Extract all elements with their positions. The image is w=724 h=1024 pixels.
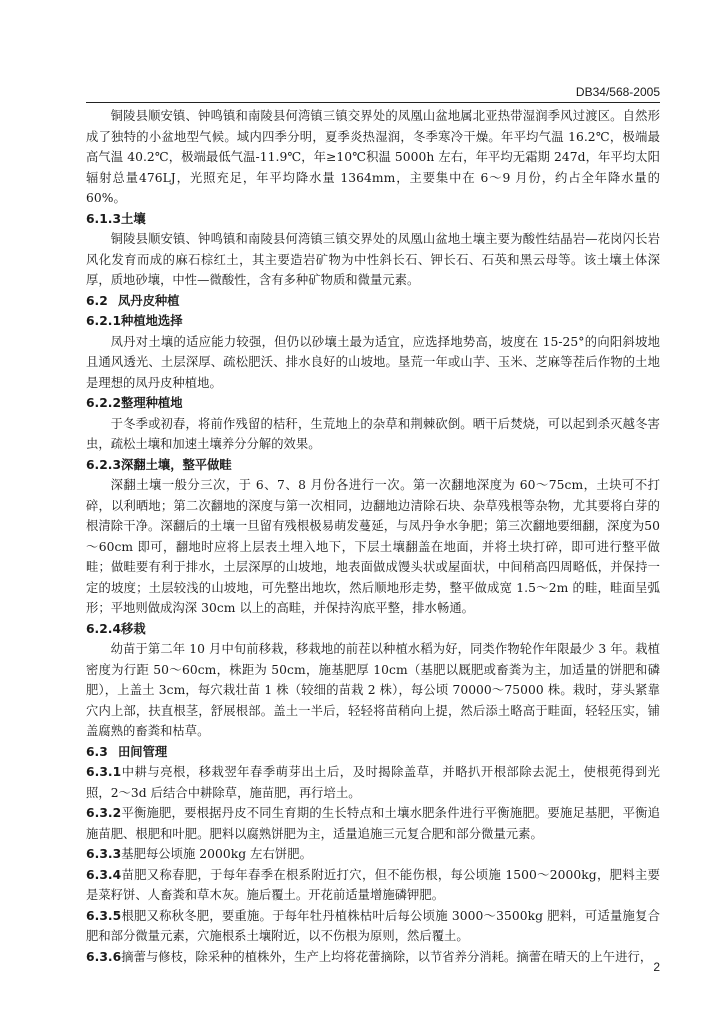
section-title: 移栽: [121, 621, 146, 636]
paragraph: 凤丹对土壤的适应能力较强，但仍以砂壤土最为适宜，应选择地势高，坡度在 15-25°的向阳斜坡地且通风透光、土层深厚、疏松肥沃、排水良好的山坡地。垦荒一年或山芋、玉米、芝麻等茬后作物的土地是理想的凤丹皮种植地。: [86, 334, 660, 390]
clause-number: 6.3.4: [86, 867, 122, 882]
numbered-clause: [86, 865, 660, 906]
section-number: 6.2.3: [86, 457, 122, 472]
paragraph: 深翻土壤一般分三次，于 6、7、8 月份各进行一次。第一次翻地深度为 60～75cm，土块可不打碎，以利晒地；第二次翻地的深度与第一次相同，边翻地边清除石块、杂草残根等杂物，尤其要将白芽的根清除干净。深翻后的土壤一旦留有残根极易萌发蔓延，与凤丹争水争肥；第三次翻地要细翻，深度为50～60cm 即可，翻地时应将上层表土埋入地下，下层土壤翻盖在地面，并将土块打碎，即可进行整平做畦；做畦要有利于排水，土层深厚的山坡地，地表面做成馒头状或屋面状，中间稍高四周略低，并保持一定的坡度；土层较浅的山坡地，可先整出地坎，然后顺地形走势，整平做成宽 1.5～2m 的畦，畦面呈弧形；平地则做成沟深 30cm 以上的高畦，并保持沟底平整，排水畅通。: [86, 478, 660, 615]
section-heading: [86, 742, 660, 763]
section-number: 6.2.1: [86, 314, 122, 328]
document-body: [86, 106, 660, 967]
section-heading: [86, 291, 660, 312]
paragraph: 铜陵县顺安镇、钟鸣镇和南陵县何湾镇三镇交界处的凤凰山盆地土壤主要为酸性结晶岩—花岗闪长岩风化发育而成的麻石棕红土，其主要造岩矿物为中性斜长石、钾长石、石英和黑云母等。该土壤土体深厚，质地砂壤，中性—微酸性，含有多种矿物质和微量元素。: [86, 232, 660, 287]
page-number: 2: [653, 960, 660, 974]
clause-number: 6.3.6: [86, 949, 122, 964]
paragraph: 于冬季或初春，将前作残留的桔秆，生荒地上的杂草和荆棘砍倒。晒干后焚烧，可以起到杀灭越冬害虫，疏松土壤和加速土壤养分分解的效果。: [86, 416, 660, 451]
section-heading: [86, 393, 660, 414]
numbered-clause: [86, 762, 660, 803]
section-heading: [86, 455, 660, 476]
section-title: 整理种植地: [121, 396, 183, 410]
section-number: 6.2: [86, 293, 108, 308]
numbered-clause: [86, 803, 660, 844]
numbered-clause: [86, 906, 660, 947]
section-title: 土壤: [121, 211, 146, 226]
section-title: 凤丹皮种植: [117, 293, 180, 308]
clause-number: 6.3.1: [86, 765, 122, 779]
header-rule: [86, 102, 660, 103]
standard-code: DB34/568-2005: [575, 85, 660, 99]
clause-text: 根肥又称秋冬肥，要重施。于每年牡丹植株枯叶后每公顷施 3000～3500kg 肥料，可适量施复合肥和部分微量元素，穴施根系土壤附近，以不伤根为原则，然后覆土。: [86, 908, 660, 943]
section-title: 田间管理: [117, 744, 168, 759]
clause-text: 平衡施肥，要根据丹皮不同生育期的生长特点和土壤水肥条件进行平衡施肥。要施足基肥，平衡追施苗肥、根肥和叶肥。肥料以腐熟饼肥为主，适量追施三元复合肥和部分微量元素。: [86, 806, 660, 841]
numbered-clause: [86, 844, 660, 865]
clause-number: 6.3.3: [86, 847, 122, 861]
paragraph: 铜陵县顺安镇、钟鸣镇和南陵县何湾镇三镇交界处的凤凰山盆地属北亚热带湿润季风过渡区。自然形成了独特的小盆地型气候。域内四季分明，夏季炎热湿润，冬季寒冷干燥。年平均气温 16.2℃，极端最高气温 40.2℃，极端最低气温-11.9℃，年≥10℃积温 5000h 左右，年平均无霜期 247d，年平均太阳辐射总量476LJ，光照充足，年平均降水量 1364mm，主要集中在 6～9 月份，约占全年降水量的60%。: [86, 109, 660, 205]
section-number: 6.2.4: [86, 621, 122, 636]
section-number: 6.2.2: [86, 396, 122, 410]
clause-text: 摘蕾与修枝，除采种的植株外，生产上均将花蕾摘除，以节省养分消耗。摘蕾在晴天的上午进行，: [121, 949, 653, 964]
section-number: 6.3: [86, 744, 108, 759]
section-heading: [86, 619, 660, 640]
clause-text: 中耕与亮根，移栽翌年春季萌芽出土后，及时揭除盖草，并略扒开根部除去泥土，使根蔸得到光照，2～3d 后结合中耕除草，施苗肥，再行培土。: [86, 765, 660, 800]
clause-number: 6.3.5: [86, 908, 122, 923]
section-title: 深翻土壤，整平做畦: [121, 457, 232, 472]
clause-text: 基肥每公顷施 2000kg 左右饼肥。: [121, 847, 312, 861]
section-heading: [86, 209, 660, 230]
paragraph: 幼苗于第二年 10 月中旬前移栽，移栽地的前茬以种植水稻为好，同类作物轮作年限最少 3 年。栽植密度为行距 50～60cm，株距为 50cm，施基肥厚 10cm（基肥以厩肥或畜粪为主，加适量的饼肥和磷肥），上盖土 3cm，每穴栽壮苗 1 株（较细的苗栽 2 株），每公顷 70000～75000 株。栽时，芽头紧靠穴内上部，扶直根茎，舒展根部。盖土一半后，轻轻将苗稍向上提，然后添土略高于畦面，轻轻压实，铺盖腐熟的畜粪和枯草。: [86, 642, 660, 738]
clause-text: 苗肥又称春肥，于每年春季在根系附近打穴，但不能伤根，每公顷施 1500～2000kg，肥料主要是菜籽饼、人畜粪和草木灰。施后覆土。开花前适量增施磷钾肥。: [86, 867, 660, 902]
numbered-clause: [86, 947, 660, 968]
section-heading: [86, 311, 660, 332]
section-number: 6.1.3: [86, 211, 122, 226]
section-title: 种植地选择: [121, 314, 183, 328]
clause-number: 6.3.2: [86, 806, 122, 820]
